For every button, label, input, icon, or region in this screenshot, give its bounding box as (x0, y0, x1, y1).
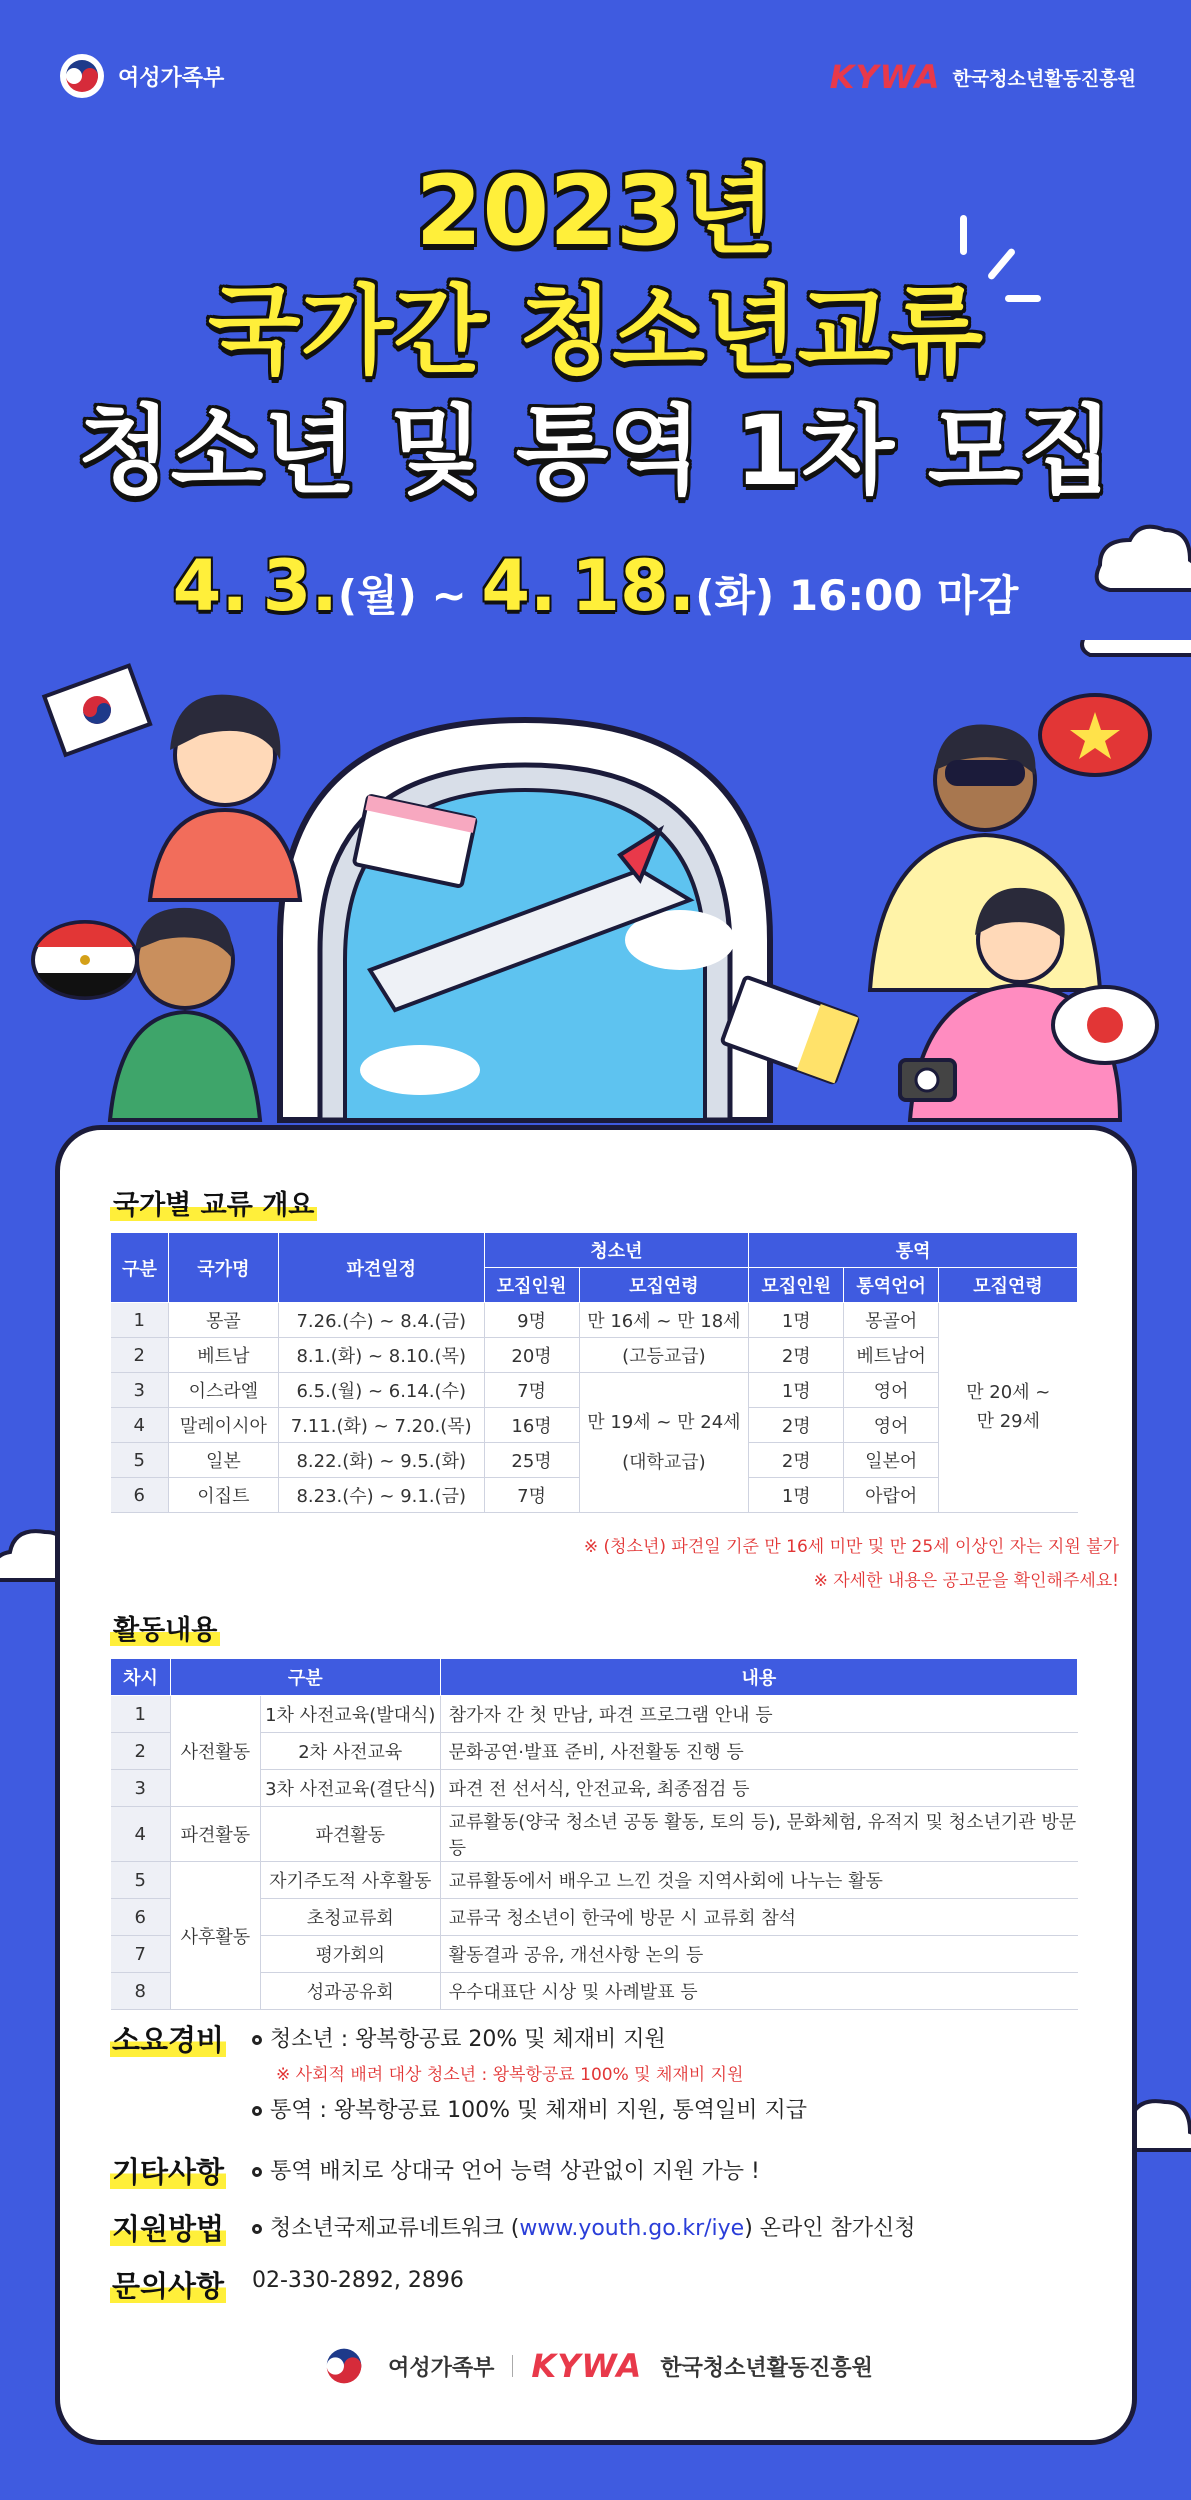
cell-sub: 성과공유회 (260, 1973, 440, 2010)
cell-no: 4 (111, 1807, 171, 1862)
deadline (0, 545, 1191, 627)
sparkle-decoration (960, 215, 967, 255)
footer-kywa-wordmark: KYWA (531, 2347, 643, 2385)
col-header-interpreter: 통역 (749, 1233, 1078, 1268)
cell-sub: 초청교류회 (260, 1899, 440, 1936)
cell-lang: 베트남어 (844, 1338, 939, 1373)
title-year: 2023년 (415, 155, 776, 267)
cell-content: 우수대표단 시상 및 사례발표 등 (440, 1973, 1077, 2010)
date-separator: ~ (431, 571, 467, 620)
overview-table (110, 1232, 1078, 1513)
start-weekday: (월) (337, 571, 417, 620)
interp-age-1: 만 20세 ~ (966, 1381, 1051, 1403)
apply-url-link[interactable]: www.youth.go.kr/iye (519, 2216, 745, 2241)
section-title-activities (110, 1608, 220, 1647)
kywa-wordmark: KYWA (829, 58, 941, 96)
table-row (111, 1373, 1078, 1408)
etc-text (252, 2154, 760, 2185)
korea-flag-icon (44, 666, 150, 755)
cell-no: 6 (111, 1899, 171, 1936)
col-header-session: 차시 (111, 1659, 171, 1696)
apply-prefix: 청소년국제교류네트워크 ( (270, 2216, 520, 2241)
cell-no: 5 (111, 1443, 169, 1478)
cell-country: 말레이시아 (168, 1408, 278, 1443)
cell-no: 4 (111, 1408, 169, 1443)
section-title-overview (110, 1183, 317, 1222)
cell-sub: 자기주도적 사후활동 (260, 1862, 440, 1899)
cell-lang: 영어 (844, 1373, 939, 1408)
cell-content: 교류국 청소년이 한국에 방문 시 교류회 참석 (440, 1899, 1077, 1936)
cell-no: 1 (111, 1303, 169, 1338)
cost-note: ※ 사회적 배려 대상 청소년 : 왕복항공료 100% 및 체재비 지원 (276, 2065, 744, 2085)
cost-youth-text: 청소년 : 왕복항공료 20% 및 체재비 지원 (270, 2027, 666, 2052)
cell-country: 이집트 (168, 1478, 278, 1513)
interp-age-2: 만 29세 (976, 1410, 1040, 1432)
end-time: 16:00 마감 (788, 571, 1019, 620)
taegeuk-emblem-icon (58, 52, 106, 100)
bullet-icon (252, 2224, 262, 2234)
cost-label (110, 2018, 226, 2059)
col-header-interp-lang: 통역언어 (844, 1268, 939, 1303)
etc-text-value: 통역 배치로 상대국 언어 능력 상관없이 지원 가능 ! (270, 2159, 760, 2184)
bullet-icon (252, 2106, 262, 2116)
cell-no: 3 (111, 1770, 171, 1807)
cell-lang: 일본어 (844, 1443, 939, 1478)
cloud-icon (1090, 520, 1191, 600)
title-main: 국가간 청소년교류 (207, 275, 984, 387)
cell-no: 7 (111, 1936, 171, 1973)
contact-label (110, 2264, 226, 2305)
cell-content: 파견 전 선서식, 안전교육, 최종점검 등 (440, 1770, 1077, 1807)
cell-group-pre: 사전활동 (170, 1696, 260, 1807)
travel-illustration (0, 640, 1191, 1130)
cell-country: 베트남 (168, 1338, 278, 1373)
footer-logos (0, 2340, 1191, 2392)
cost-interp-text: 통역 : 왕복항공료 100% 및 체재비 지원, 통역일비 지급 (270, 2098, 808, 2123)
cell-no: 2 (111, 1733, 171, 1770)
contact-label-text: 문의사항 (112, 2269, 225, 2303)
col-header-category: 구분 (170, 1659, 440, 1696)
col-header-no: 구분 (111, 1233, 169, 1303)
details-note: ※ 자세한 내용은 공고문을 확인해주세요! (813, 1571, 1119, 1591)
cell-sub: 2차 사전교육 (260, 1733, 440, 1770)
cell-content: 교류활동(양국 청소년 공동 활동, 토의 등), 문화체험, 유적지 및 청소년기관 방문 등 (440, 1807, 1077, 1862)
table-row (111, 1696, 1078, 1733)
bullet-icon (252, 2035, 262, 2045)
cell-no: 2 (111, 1338, 169, 1373)
cell-country: 몽골 (168, 1303, 278, 1338)
cell-youth-count: 16명 (484, 1408, 579, 1443)
cell-schedule: 8.23.(수) ~ 9.1.(금) (278, 1478, 484, 1513)
cell-lang: 몽골어 (844, 1303, 939, 1338)
kywa-logo[interactable] (830, 58, 1136, 96)
cell-content: 활동결과 공유, 개선사항 논의 등 (440, 1936, 1077, 1973)
age-group-b-note: (대학교급) (622, 1451, 706, 1473)
activities-title-text: 활동내용 (110, 1615, 220, 1646)
cell-content: 문화공연·발표 준비, 사전활동 진행 등 (440, 1733, 1077, 1770)
cell-sub: 3차 사전교육(결단식) (260, 1770, 440, 1807)
cell-country: 이스라엘 (168, 1373, 278, 1408)
col-header-interp-age: 모집연령 (939, 1268, 1078, 1303)
agency-name: 한국청소년활동진흥원 (952, 67, 1136, 90)
cell-no: 1 (111, 1696, 171, 1733)
title-sub: 청소년 및 통역 1차 모집 (77, 395, 1114, 507)
col-header-content: 내용 (440, 1659, 1077, 1696)
cell-lang: 아랍어 (844, 1478, 939, 1513)
eligibility-note: ※ (청소년) 파견일 기준 만 16세 미만 및 만 25세 이상인 자는 지원 불가 (583, 1537, 1119, 1557)
cell-interp-count: 2명 (749, 1408, 844, 1443)
col-header-schedule: 파견일정 (278, 1233, 484, 1303)
bullet-icon (252, 2167, 262, 2177)
cell-no: 5 (111, 1862, 171, 1899)
footer-agency-name: 한국청소년활동진흥원 (660, 2355, 873, 2381)
etc-label-text: 기타사항 (112, 2155, 225, 2189)
cell-sub: 1차 사전교육(발대식) (260, 1696, 440, 1733)
ministry-name: 여성가족부 (118, 65, 225, 91)
cell-youth-count: 7명 (484, 1478, 579, 1513)
start-month: 4. (172, 545, 248, 627)
cell-schedule: 8.1.(화) ~ 8.10.(목) (278, 1338, 484, 1373)
header (0, 0, 1191, 120)
footer-ministry-name: 여성가족부 (388, 2355, 495, 2381)
cell-youth-count: 25명 (484, 1443, 579, 1478)
footer-divider (512, 2355, 513, 2377)
cell-lang: 영어 (844, 1408, 939, 1443)
egypt-flag-icon (33, 922, 137, 998)
cell-interp-count: 1명 (749, 1478, 844, 1513)
end-day: 18. (571, 545, 696, 627)
apply-text (252, 2211, 916, 2242)
cell-sub: 평가회의 (260, 1936, 440, 1973)
cell-interp-count: 2명 (749, 1338, 844, 1373)
vietnam-flag-icon (1040, 695, 1150, 775)
cell-country: 일본 (168, 1443, 278, 1478)
age-group-a-note: (고등교급) (622, 1346, 706, 1367)
japan-flag-icon (1053, 987, 1157, 1063)
etc-label (110, 2150, 226, 2191)
end-weekday: (화) (695, 571, 775, 620)
start-day: 3. (262, 545, 338, 627)
cell-no: 6 (111, 1478, 169, 1513)
sparkle-decoration (1005, 295, 1041, 302)
cell-schedule: 7.26.(수) ~ 8.4.(금) (278, 1303, 484, 1338)
cell-youth-count: 20명 (484, 1338, 579, 1373)
apply-label (110, 2207, 226, 2248)
cell-schedule: 6.5.(월) ~ 6.14.(수) (278, 1373, 484, 1408)
table-row (111, 1338, 1078, 1373)
cell-group-dispatch: 파견활동 (170, 1807, 260, 1862)
apply-suffix: ) 온라인 참가신청 (744, 2216, 916, 2241)
col-header-youth-count: 모집인원 (484, 1268, 579, 1303)
age-group-a: 만 16세 ~ 만 18세 (587, 1311, 741, 1332)
cell-interp-age (939, 1303, 1078, 1513)
activities-table (110, 1658, 1078, 2010)
cell-interp-count: 1명 (749, 1303, 844, 1338)
cell-interp-count: 2명 (749, 1443, 844, 1478)
cell-content: 교류활동에서 배우고 느낀 것을 지역사회에 나누는 활동 (440, 1862, 1077, 1899)
cell-youth-age (579, 1303, 749, 1338)
table-row (111, 1303, 1078, 1338)
col-header-youth-age: 모집연령 (579, 1268, 749, 1303)
cell-group-post: 사후활동 (170, 1862, 260, 2010)
col-header-country: 국가명 (168, 1233, 278, 1303)
cell-youth-count: 9명 (484, 1303, 579, 1338)
cell-youth-age (579, 1338, 749, 1373)
table-row (111, 1807, 1078, 1862)
age-group-b: 만 19세 ~ 만 24세 (587, 1411, 741, 1433)
cloud-icon (1082, 640, 1191, 655)
col-header-youth: 청소년 (484, 1233, 749, 1268)
taegeuk-emblem-icon (318, 2340, 370, 2392)
cell-youth-count: 7명 (484, 1373, 579, 1408)
table-row (111, 1862, 1078, 1899)
cost-label-text: 소요경비 (112, 2023, 225, 2057)
cost-interp (252, 2093, 807, 2124)
cell-no: 8 (111, 1973, 171, 2010)
cell-no: 3 (111, 1373, 169, 1408)
contact-text: 02-330-2892, 2896 (252, 2268, 464, 2293)
ministry-logo[interactable] (58, 52, 224, 100)
overview-title-text: 국가별 교류 개요 (110, 1190, 317, 1221)
cell-youth-age-group-b (579, 1373, 749, 1513)
apply-label-text: 지원방법 (112, 2212, 225, 2246)
cell-sub: 파견활동 (260, 1807, 440, 1862)
col-header-interp-count: 모집인원 (749, 1268, 844, 1303)
end-month: 4. (481, 545, 557, 627)
cell-content: 참가자 간 첫 만남, 파견 프로그램 안내 등 (440, 1696, 1077, 1733)
cost-youth (252, 2022, 666, 2053)
cell-schedule: 7.11.(화) ~ 7.20.(목) (278, 1408, 484, 1443)
cell-schedule: 8.22.(화) ~ 9.5.(화) (278, 1443, 484, 1478)
cell-interp-count: 1명 (749, 1373, 844, 1408)
